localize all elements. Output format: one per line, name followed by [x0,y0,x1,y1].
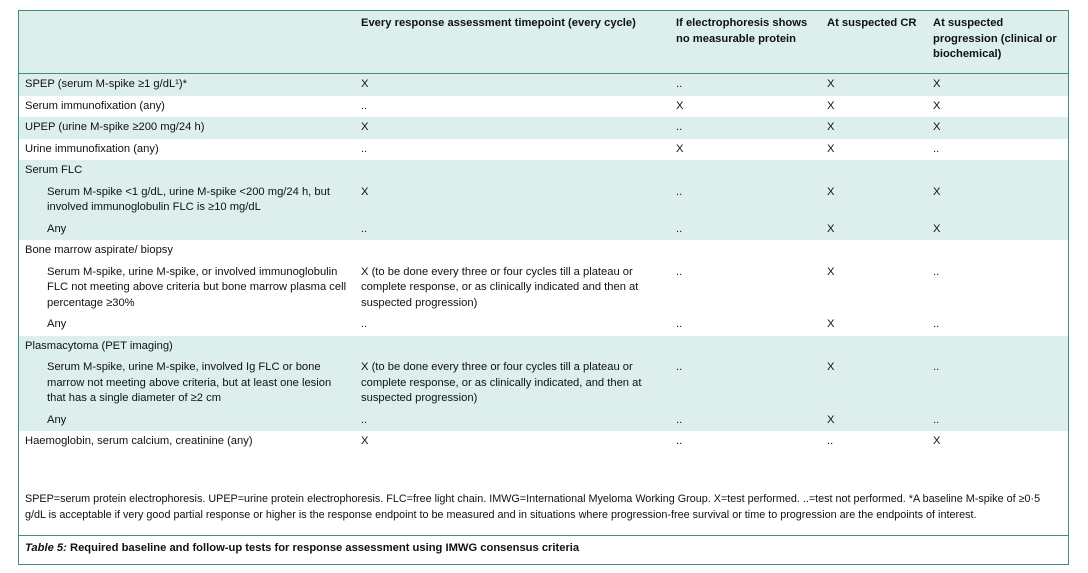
table-cell: X [821,410,927,432]
table-row [19,219,1068,241]
table-frame [18,10,1069,565]
table-cell: .. [927,314,1068,336]
table-cell: X [355,431,670,453]
table-cell: X (to be done every three or four cycles till a plateau or complete response, or as clinically indicated and then at suspected progression) [355,262,670,315]
table-cell [670,160,821,182]
table-cell: .. [927,357,1068,410]
table-cell: X [927,182,1068,219]
table-cell [821,240,927,262]
table-cell [927,160,1068,182]
table-cell: X [355,182,670,219]
table-cell: X [821,139,927,161]
column-header: If electrophoresis shows no measurable protein [670,11,821,74]
table-cell: X (to be done every three or four cycles till a plateau or complete response, or as clinically indicated, and then at suspected progression) [355,357,670,410]
table-row [19,431,1068,453]
table-cell: X [355,74,670,96]
table-row [19,336,1068,358]
table-row [19,410,1068,432]
table-cell: .. [821,431,927,453]
table-cell: X [821,74,927,96]
tests-table [19,11,1068,453]
table-cell [821,336,927,358]
table-cell: .. [670,431,821,453]
table-cell [355,336,670,358]
table-row [19,74,1068,96]
table-cell: .. [927,262,1068,315]
table-cell: .. [670,117,821,139]
group-label: Plasmacytoma (PET imaging) [19,336,355,358]
table-caption [25,542,579,554]
row-label: Serum M-spike, urine M-spike, or involved immunoglobulin FLC not meeting above criteria but bone marrow plasma cell percentage ≥30% [19,262,355,315]
table-cell [355,240,670,262]
row-label: SPEP (serum M-spike ≥1 g/dL¹)* [19,74,355,96]
table-cell [670,240,821,262]
table-cell: X [821,96,927,118]
group-label: Bone marrow aspirate/ biopsy [19,240,355,262]
table-cell [670,336,821,358]
table-cell: X [821,219,927,241]
table-row [19,314,1068,336]
table-cell: X [821,262,927,315]
table-cell: .. [670,357,821,410]
table-cell: .. [670,314,821,336]
row-label: Any [19,219,355,241]
table-cell: .. [355,96,670,118]
table-cell: X [821,182,927,219]
table-cell: .. [670,410,821,432]
table-cell: X [670,96,821,118]
table-cell: .. [355,139,670,161]
table-row [19,139,1068,161]
table-row [19,182,1068,219]
table-cell: .. [670,262,821,315]
table-cell: X [355,117,670,139]
table-row [19,262,1068,315]
header-row [19,11,1068,74]
table-cell: X [927,431,1068,453]
table-cell: X [927,219,1068,241]
table-footnote: SPEP=serum protein electrophoresis. UPEP=urine protein electrophoresis. FLC=free light chain. IMWG=International Myeloma Working Group. X=test performed. ..=test not performed. *A baseline M-spike of ≥0·5 g/dL is acceptable if very good partial response or higher is the response endpoint to be measured and in situations where progression-free survival or time to progression are the endpoints of interest. [25,493,1041,521]
table-cell: .. [670,74,821,96]
column-header [19,11,355,74]
table-cell: X [821,357,927,410]
row-label: Haemoglobin, serum calcium, creatinine (any) [19,431,355,453]
table-cell: X [927,96,1068,118]
row-label: Serum M-spike, urine M-spike, involved Ig FLC or bone marrow not meeting above criteria, but at least one lesion that has a single diameter of ≥2 cm [19,357,355,410]
row-label: Serum M-spike <1 g/dL, urine M-spike <200 mg/24 h, but involved immunoglobulin FLC is ≥10 mg/dL [19,182,355,219]
column-header: At suspected progression (clinical or biochemical) [927,11,1068,74]
table-cell: .. [355,219,670,241]
row-label: Urine immunofixation (any) [19,139,355,161]
table-cell: X [927,117,1068,139]
table-cell: X [821,314,927,336]
table-cell: .. [355,410,670,432]
table-cell [927,336,1068,358]
table-cell: .. [927,410,1068,432]
table-row [19,357,1068,410]
table-cell: .. [927,139,1068,161]
table-cell: .. [355,314,670,336]
group-label: Serum FLC [19,160,355,182]
column-header: At suspected CR [821,11,927,74]
table-cell: .. [670,182,821,219]
table-cell: .. [670,219,821,241]
table-row [19,160,1068,182]
row-label: Any [19,410,355,432]
table-cell [821,160,927,182]
caption-label: Table 5: [25,542,67,554]
table-row [19,117,1068,139]
table-cell: X [821,117,927,139]
table-row [19,240,1068,262]
caption-divider [19,535,1068,536]
column-header: Every response assessment timepoint (every cycle) [355,11,670,74]
row-label: Serum immunofixation (any) [19,96,355,118]
table-cell [927,240,1068,262]
table-row [19,96,1068,118]
table-cell: X [927,74,1068,96]
caption-text: Required baseline and follow-up tests for response assessment using IMWG consensus criteria [66,542,580,554]
table-cell: X [670,139,821,161]
row-label: UPEP (urine M-spike ≥200 mg/24 h) [19,117,355,139]
table-cell [355,160,670,182]
row-label: Any [19,314,355,336]
